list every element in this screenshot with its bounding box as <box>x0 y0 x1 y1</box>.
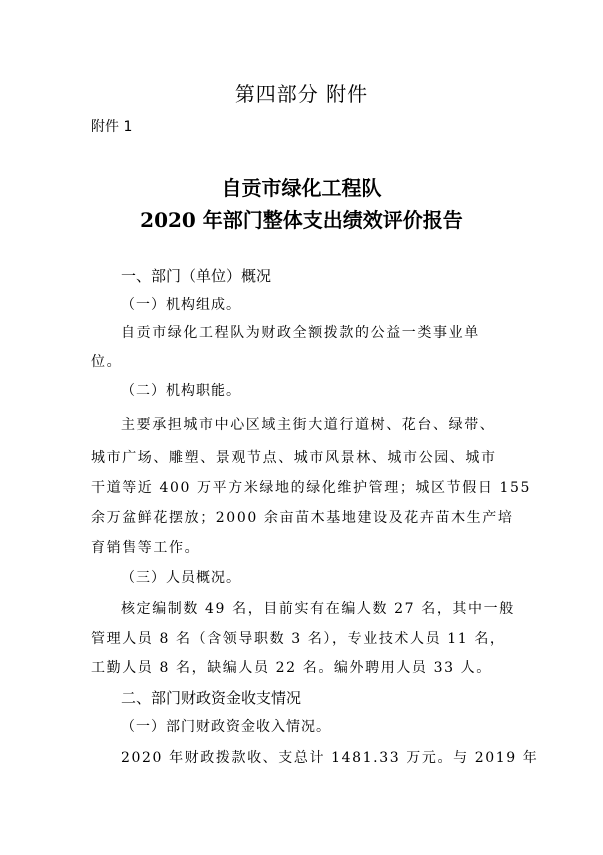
paragraph-line: 干道等近 400 万平方米绿地的绿化维护管理；城区节假日 155 <box>91 480 531 496</box>
doc-title-line-2: 2020 年部门整体支出绩效评价报告 <box>140 208 463 232</box>
section-1-heading: 一、部门（单位）概况 <box>121 267 272 285</box>
part-title: 第四部分 附件 <box>234 82 369 106</box>
paragraph-line: 工勤人员 8 名，缺编人员 22 名。编外聘用人员 33 人。 <box>91 660 492 676</box>
paragraph-line: 主要承担城市中心区域主街大道行道树、花台、绿带、 <box>121 417 496 433</box>
doc-title-line-1: 自贡市绿化工程队 <box>221 176 382 200</box>
paragraph-line: 自贡市绿化工程队为财政全额拨款的公益一类事业单 <box>121 325 480 341</box>
annex-label: 附件 1 <box>91 119 133 135</box>
section-1-sub-1-heading: （一）机构组成。 <box>121 297 241 313</box>
section-2-heading: 二、部门财政资金收支情况 <box>121 689 302 707</box>
paragraph-line: 城市广场、雕塑、景观节点、城市风景林、城市公园、城市 <box>91 450 497 466</box>
paragraph-line: 核定编制数 49 名，目前实有在编人数 27 名，其中一般 <box>121 601 515 617</box>
paragraph-line: 2020 年财政拨款收、支总计 1481.33 万元。与 2019 年 <box>121 750 539 766</box>
section-2-sub-1-heading: （一）部门财政资金收入情况。 <box>121 719 331 735</box>
paragraph-line: 管理人员 8 名（含领导职数 3 名），专业技术人员 11 名， <box>91 631 506 647</box>
section-1-sub-2-heading: （二）机构职能。 <box>121 383 241 399</box>
section-1-sub-3-heading: （三）人员概况。 <box>121 570 241 586</box>
paragraph-line: 位。 <box>91 354 123 370</box>
paragraph-line: 余万盆鲜花摆放；2000 余亩苗木基地建设及花卉苗木生产培 <box>91 510 514 526</box>
paragraph-line: 育销售等工作。 <box>91 540 201 556</box>
